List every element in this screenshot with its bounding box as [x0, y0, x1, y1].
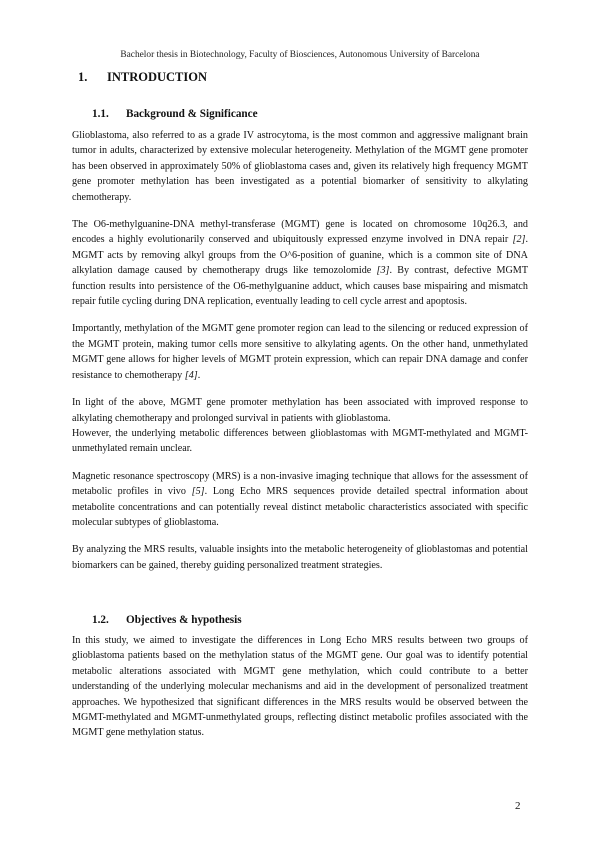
subsection-heading-objectives: [92, 614, 242, 626]
subsection-number: 1.1.: [92, 108, 109, 120]
section-heading-introduction: [78, 70, 207, 85]
background-text: [72, 128, 528, 585]
subsection-title: Background & Significance: [126, 108, 258, 120]
objectives-text: [72, 633, 528, 753]
subsection-number: 1.2.: [92, 614, 109, 626]
subsection-heading-background: [92, 108, 258, 120]
citation: [4]: [184, 369, 198, 381]
section-number: 1.: [78, 70, 88, 84]
running-header: Bachelor thesis in Biotechnology, Faculty of Biosciences, Autonomous University of Barcelona: [120, 50, 480, 60]
text-run: .: [197, 369, 201, 381]
citation: [3]: [376, 265, 390, 277]
paragraph-objectives: In this study, we aimed to investigate the differences in Long Echo MRS results between two groups of glioblastoma patients based on the methylation status of the MGMT gene. Our goal was to identify potential metabolic alterations associated with MGMT gene methylation, which could contribute to a better understanding of the underlying molecular mechanisms and aid in the development of personalized treatment approaches. We hypothesized that significant differences in the MRS results would be observed between the MGMT-methylated and MGMT-unmethylated groups, reflecting distinct metabolic profiles associated with the MGMT gene methylation status.: [72, 635, 528, 739]
text-run: . Long Echo MRS sequences provide detailed spectral information about metabolite concentrations and can potentially reveal distinct metabolic characteristics associated with specific molecular subtypes of glioblastoma.: [72, 486, 528, 528]
text-run: Magnetic resonance spectroscopy (MRS) is a non-invasive imaging technique that allows for the assessment of metabolic profiles in vivo: [72, 470, 528, 498]
paragraph-light-of-above: In light of the above, MGMT gene promoter methylation has been associated with improved response to alkylating chemotherapy and prolonged survival in patients with glioblastoma.: [72, 397, 528, 424]
paragraph-analyzing: By analyzing the MRS results, valuable insights into the metabolic heterogeneity of glioblastomas and potential biomarkers can be gained, thereby guiding personalized treatment strategies.: [72, 544, 528, 571]
section-title: INTRODUCTION: [107, 70, 208, 84]
paragraph-however: However, the underlying metabolic differences between glioblastomas with MGMT-methylated and MGMT-unmethylated remain unclear.: [72, 427, 528, 455]
text-run: Importantly, methylation of the MGMT gene promoter region can lead to the silencing or reduced expression of the MGMT protein, making tumor cells more sensitive to alkylating agents. On the other hand, unmethylated MGMT gene allows for higher levels of MGMT protein expression, which can repair DNA damage and confer resistance to chemotherapy: [72, 323, 528, 381]
text-run: . MGMT acts by removing alkyl groups from the O^6-position of guanine, which is a common site of DNA alkylation damage caused by chemotherapy drugs like temozolomide: [72, 234, 528, 277]
paragraph-methylation: [72, 321, 528, 383]
subsection-title: Objectives & hypothesis: [126, 614, 242, 626]
paragraph-glioblastoma: Glioblastoma, also referred to as a grade IV astrocytoma, is the most common and aggressive malignant brain tumor in adults, characterized by extensive molecular heterogeneity. Methylation of the MGMT gene promoter has been observed in approximately 50% of glioblastoma cases and, given its relatively high frequency MGMT gene promoter methylation has been investigated as a potential biomarker of sensitivity to alkylating chemotherapy.: [72, 130, 528, 203]
paragraph-mgmt-gene: [72, 217, 528, 309]
citation: [5]: [191, 486, 205, 498]
page-number: 2: [515, 800, 521, 812]
text-run: The O6-methylguanine-DNA methyl-transferase (MGMT) gene is located on chromosome 10q26.3, and encodes a highly evolutionarily conserved and ubiquitously expressed enzyme involved in DNA repair: [72, 219, 528, 246]
paragraph-mrs: [72, 469, 528, 531]
citation: [2]: [512, 234, 526, 246]
text-run: . By contrast, defective MGMT function results into persistence of the O6-methylguanine adduct, which causes base mispairing and mismatch repair futile cycling during DNA replication, eventually leading to cell cycle arrest and apoptosis.: [72, 265, 528, 308]
